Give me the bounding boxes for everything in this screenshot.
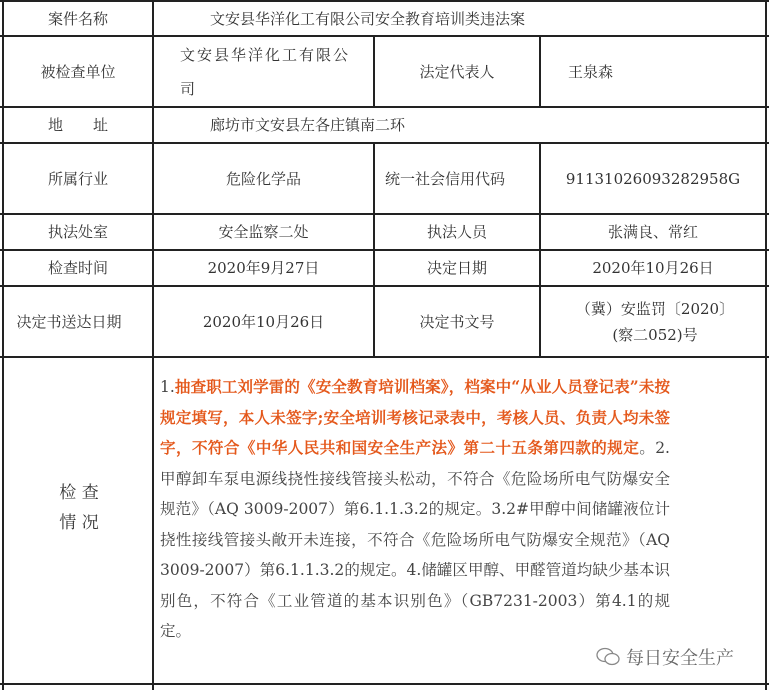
address-value: 廊坊市文安县左各庄镇南二环 bbox=[210, 116, 406, 134]
industry-label: 所属行业 bbox=[47, 169, 108, 188]
inspected-unit-label: 被检查单位 bbox=[40, 62, 116, 81]
legal-rep-label: 法定代表人 bbox=[419, 62, 495, 81]
inspection-rest: 。2.甲醇卸车泵电源线挠性接线管接头松动，不符合《危险场所电气防爆安全规范》（AQ 3009-2007）第6.1.1.3.2的规定。3.2#甲醇中间储罐液位计挠性接线管接头敞开未连接，不符合《危险场所电气防爆安全规范》（AQ 3009-2007）第6.1.1.3.2的规定。4.储罐区甲醇、甲醛管道均缺少基本识别色，不符合《工业管道的基本识别色》（GB7231-2003）第4.1的规定。 bbox=[160, 439, 670, 640]
inspection-label: 检 查 情 况 bbox=[59, 483, 99, 533]
officers-value: 张满良、常红 bbox=[607, 223, 698, 241]
inspection-prefix: 1. bbox=[160, 378, 175, 396]
divider bbox=[0, 683, 769, 685]
credit-code-label: 统一社会信用代码 bbox=[385, 169, 506, 188]
office-label: 执法处室 bbox=[47, 223, 108, 241]
decision-date-label: 决定日期 bbox=[426, 259, 487, 277]
delivery-date-value: 2020年10月26日 bbox=[202, 312, 325, 331]
office-value: 安全监察二处 bbox=[218, 223, 309, 241]
address-label: 地 址 bbox=[47, 116, 108, 134]
officers-label: 执法人员 bbox=[426, 223, 487, 241]
doc-number-value: （冀）安监罚〔2020〕(察二052)号 bbox=[575, 299, 735, 344]
credit-code-value: 91131026093282958G bbox=[565, 169, 741, 188]
watermark bbox=[596, 644, 734, 670]
legal-rep-value: 王泉森 bbox=[568, 62, 614, 81]
inspection-details bbox=[160, 372, 670, 647]
industry-value: 危险化学品 bbox=[225, 169, 301, 188]
watermark-text: 每日安全生产 bbox=[626, 648, 734, 669]
case-name-value: 文安县华洋化工有限公司安全教育培训类违法案 bbox=[210, 9, 526, 28]
inspected-unit-value: 文安县华洋化工有限公司 bbox=[180, 45, 351, 98]
wechat-icon bbox=[596, 647, 620, 667]
delivery-date-label: 决定书送达日期 bbox=[16, 312, 122, 331]
inspect-time-value: 2020年9月27日 bbox=[207, 259, 320, 277]
case-name-label: 案件名称 bbox=[47, 9, 108, 28]
divider bbox=[765, 0, 767, 690]
inspection-highlight: 抽查职工刘学雷的《安全教育培训档案》，档案中“从业人员登记表”未按规定填写，本人未签字;安全培训考核记录表中，考核人员、负责人均未签字，不符合《中华人民共和国安全生产法》第二十五条第四款的规定 bbox=[160, 377, 670, 457]
inspect-time-label: 检查时间 bbox=[47, 259, 108, 277]
divider bbox=[539, 36, 541, 107]
divider bbox=[0, 356, 769, 358]
decision-date-value: 2020年10月26日 bbox=[592, 259, 714, 277]
doc-number-label: 决定书文号 bbox=[419, 312, 495, 331]
